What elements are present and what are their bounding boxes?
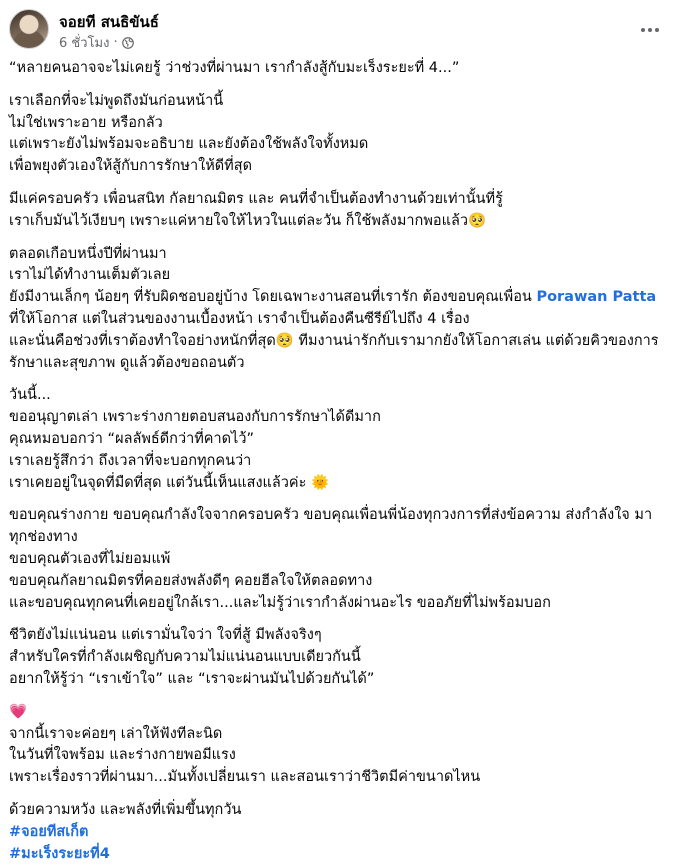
post-text-line: ขอบคุณกัลยาณมิตรที่คอยส่งพลังดีๆ คอยฮีลใจให้ตลอดทาง <box>9 571 661 593</box>
post-paragraph <box>9 702 661 789</box>
post-text-line: คุณหมอบอกว่า “ผลลัพธ์ดีกว่าที่คาดไว้” <box>9 429 661 451</box>
post-paragraph <box>9 385 661 494</box>
post-text-line: แต่เพราะยังไม่พร้อมจะอธิบาย และยังต้องใช้พลังใจทั้งหมด <box>9 134 661 156</box>
post-text-line: วันนี้... <box>9 385 661 407</box>
post-paragraph <box>9 91 661 178</box>
post-paragraph <box>9 505 661 614</box>
post-text-line: และขอบคุณทุกคนที่เคยอยู่ใกล้เรา...และไม่รู้ว่าเรากำลังผ่านอะไร ขออภัยที่ไม่พร้อมบอก <box>9 593 661 615</box>
post-text-line: ขอบคุณตัวเองที่ไม่ยอมแพ้ <box>9 549 661 571</box>
meta-separator: · <box>113 35 117 50</box>
post-paragraph <box>9 625 661 690</box>
author-avatar[interactable] <box>9 9 49 49</box>
post-text-line: ขอบคุณร่างกาย ขอบคุณกำลังใจจากครอบครัว ขอบคุณเพื่อนพี่น้องทุกวงการที่ส่งข้อความ ส่งกำลังใจ มาทุกช่องทาง <box>9 505 661 549</box>
post-time[interactable]: 6 ชั่วโมง <box>59 32 109 53</box>
mention-after: ที่ให้โอกาส แต่ในส่วนของงานเบื้องหน้า เราจำเป็นต้องคืนซีรีย์ไปถึง 4 เรื่อง <box>9 311 470 327</box>
post-text-line: เราเก็บมันไว้เงียบๆ เพราะแค่หายใจให้ไหวในแต่ละวัน ก็ใช้พลังมากพอแล้ว🥺 <box>9 211 661 233</box>
hashtag-link[interactable]: #มะเร็งระยะที่4 <box>9 844 661 865</box>
mention-link[interactable]: Porawan Patta <box>536 289 656 305</box>
post-text-line: เราเคยอยู่ในจุดที่มืดที่สุด แต่วันนี้เห็นแสงแล้วค่ะ 🌞 <box>9 473 661 495</box>
post-text-line: ตลอดเกือบหนึ่งปีที่ผ่านมา <box>9 244 661 266</box>
post-paragraph <box>9 58 661 80</box>
post-text-line: มีแค่ครอบครัว เพื่อนสนิท กัลยาณมิตร และ คนที่จำเป็นต้องทำงานด้วยเท่านั้นที่รู้ <box>9 189 661 211</box>
post-text-line: อยากให้รู้ว่า “เราเข้าใจ” และ “เราจะผ่านมันไปด้วยกันได้” <box>9 669 661 691</box>
post-text-line: เพื่อพยุงตัวเองให้สู้กับการรักษาให้ดีที่สุด <box>9 156 661 178</box>
post-paragraph <box>9 244 661 375</box>
post-paragraph <box>9 800 661 822</box>
post-text-line: “หลายคนอาจจะไม่เคยรู้ ว่าช่วงที่ผ่านมา เรากำลังสู้กับมะเร็งระยะที่ 4...” <box>9 58 661 80</box>
more-horizontal-icon[interactable] <box>635 17 665 43</box>
author-name[interactable]: จอยที สนธิขันธ์ <box>59 10 159 34</box>
post-text-line <box>9 287 661 331</box>
post-paragraph <box>9 189 661 233</box>
post-text-line: ในวันที่ใจพร้อม และร่างกายพอมีแรง <box>9 745 661 767</box>
post-text-line: เพราะเรื่องราวที่ผ่านมา...มันทั้งเปลี่ยนเรา และสอนเราว่าชีวิตมีค่าขนาดไหน <box>9 767 661 789</box>
post-text-line: จากนี้เราจะค่อยๆ เล่าให้ฟังทีละนิด <box>9 724 661 746</box>
hashtag-link[interactable]: #จอยทีสเก็ต <box>9 822 661 844</box>
post-header <box>9 9 665 53</box>
post-text-line: เราเลยรู้สึกว่า ถึงเวลาที่จะบอกทุกคนว่า <box>9 451 661 473</box>
post-body <box>9 58 661 865</box>
post-text-line: ไม่ใช่เพราะอาย หรือกลัว <box>9 113 661 135</box>
post-text-line: ด้วยความหวัง และพลังที่เพิ่มขึ้นทุกวัน <box>9 800 661 822</box>
post-text-line: สำหรับใครที่กำลังเผชิญกับความไม่แน่นอนแบบเดียวกันนี้ <box>9 647 661 669</box>
post-text-line: 💗 <box>9 702 661 724</box>
post-text-line: ชีวิตยังไม่แน่นอน แต่เรามั่นใจว่า ใจที่สู้ มีพลังจริงๆ <box>9 625 661 647</box>
globe-icon[interactable] <box>122 37 134 49</box>
mention-before: ยังมีงานเล็กๆ น้อยๆ ที่รับผิดชอบอยู่บ้าง โดยเฉพาะงานสอนที่เรารัก ต้องขอบคุณเพื่อน <box>9 289 536 305</box>
post-text-line: เราไม่ได้ทำงานเต็มตัวเลย <box>9 265 661 287</box>
post-text-line: ขออนุญาตเล่า เพราะร่างกายตอบสนองกับการรักษาได้ดีมาก <box>9 407 661 429</box>
post-meta <box>59 32 134 53</box>
post-text-line: และนั่นคือช่วงที่เราต้องทำใจอย่างหนักที่สุด🥺 ทีมงานน่ารักกับเรามากยังให้โอกาสเล่น แต่ด้วยคิวของการรักษาและสุขภาพ ดูแล้วต้องขอถอนตัว <box>9 331 661 375</box>
post-text-line: เราเลือกที่จะไม่พูดถึงมันก่อนหน้านี้ <box>9 91 661 113</box>
